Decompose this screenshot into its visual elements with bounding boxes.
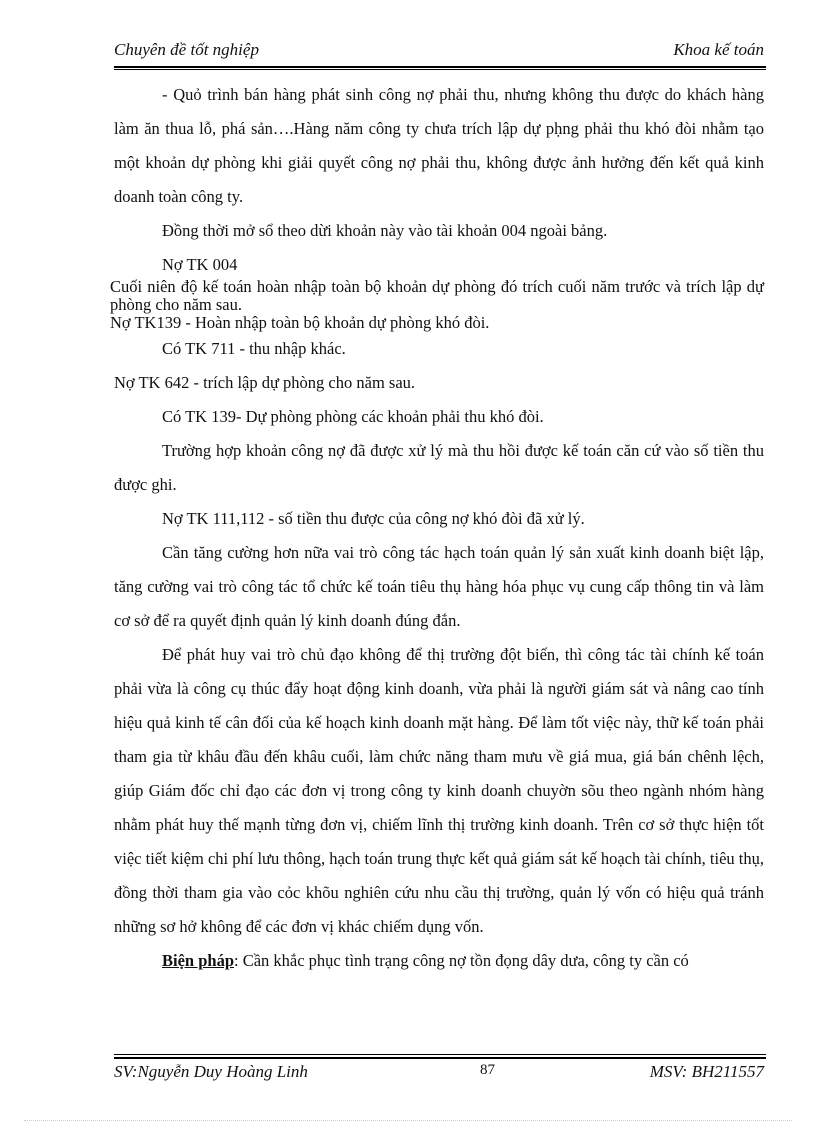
footer-rule-thin	[114, 1054, 766, 1055]
footer-student: SV:Nguyễn Duy Hoàng Linh	[114, 1062, 308, 1081]
measures-label: Biện pháp	[162, 951, 234, 970]
page-header	[114, 40, 764, 64]
header-rule-thin	[114, 69, 766, 70]
page-number: 87	[480, 1062, 495, 1078]
paragraph-recovered: Trường hợp khoản công nợ đã được xử lý mà thu hồi được kế toán căn cứ vào số tiền thu được ghi.	[114, 441, 764, 494]
paragraph-tracking: Đồng thời mở sổ theo dừi khoản này vào tài khoản 004 ngoài bảng.	[162, 221, 608, 240]
measures-text: : Cần khắc phục tình trạng công nợ tồn đọng dây dưa, công ty cần có	[234, 951, 689, 970]
footer-student-id: MSV: BH211557	[649, 1062, 764, 1081]
entry-debit-642: Nợ TK 642 - trích lập dự phòng cho năm sau.	[114, 373, 416, 392]
paragraph-receivables: - Quỏ trình bán hàng phát sinh công nợ phải thu, nhưng không thu được do khách hàng làm ăn thua lỗ, phá sản….Hàng năm công ty chưa trích lập dự pḥng phải thu khó đòi nhằm tạo một khoản dự phòng khi giải quyết công nợ phải thu, không được ảnh hưởng đến kết quả kinh doanh toàn công ty.	[114, 85, 764, 206]
document-body	[110, 78, 764, 978]
footer-rule	[114, 1057, 766, 1059]
paragraph-strengthen: Cần tăng cường hơn nữa vai trò công tác hạch toán quản lý sản xuất kinh doanh biệt lập, tăng cường vai trò công tác tổ chức kế toán tiêu thụ hàng hóa phục vụ cung cấp thông tin và làm cơ sở để ra quyết định quản lý kinh doanh đúng đắn.	[114, 543, 764, 630]
entry-debit-004: Nợ TK 004	[162, 255, 238, 274]
entry-debit-111-112: Nợ TK 111,112 - số tiền thu được của công nợ khó đòi đã xử lý.	[162, 509, 585, 528]
page-footer	[114, 1062, 764, 1086]
entry-debit-139: Nợ TK139 - Hoàn nhập toàn bộ khoản dự phòng khó đòi.	[110, 313, 490, 332]
paragraph-year-end: Cuối niên độ kế toán hoàn nhập toàn bộ khoản dự phòng đó trích cuối năm trước và trích lập dự phòng cho năm sau.	[110, 277, 764, 314]
page-bottom-border	[24, 1120, 792, 1121]
header-rule	[114, 66, 766, 68]
entry-credit-139: Có TK 139- Dự phòng phòng các khoản phải thu khó đòi.	[162, 407, 544, 426]
paragraph-measures	[114, 944, 764, 978]
entry-credit-711: Có TK 711 - thu nhập khác.	[162, 339, 346, 358]
paragraph-leading-role: Để phát huy vai trò chủ đạo không để thị trường đột biến, thì công tác tài chính kế toán phải vừa là công cụ thúc đẩy hoạt động kinh doanh, vừa phải là người giám sát và nâng cao tính hiệu quả kinh tế cân đối của kế hoạch kinh doanh mặt hàng. Để làm tốt việc này, thữ kế toán phải tham gia từ khâu đầu đến khâu cuối, làm chức năng tham mưu về giá mua, giá bán chênh lệch, giúp Giám đốc chỉ đạo các đơn vị trong công ty kinh doanh chuyờn sõu theo ngành nhóm hàng nhằm phát huy thế mạnh từng đơn vị, chiếm lĩnh thị trường kinh doanh. Trên cơ sở thực hiện tốt việc tiết kiệm chi phí lưu thông, hạch toán trung thực kết quả giám sát kế hoạch tài chính, tiêu thụ, đồng thời tham gia vào cỏc khõu nghiên cứu nhu cầu thị trường, quản lý vốn có hiệu quả tránh những sơ hở không để các đơn vị khác chiếm dụng vốn.	[114, 645, 764, 936]
header-department: Khoa kế toán	[673, 40, 764, 59]
header-title: Chuyên đề tốt nghiệp	[114, 40, 259, 59]
